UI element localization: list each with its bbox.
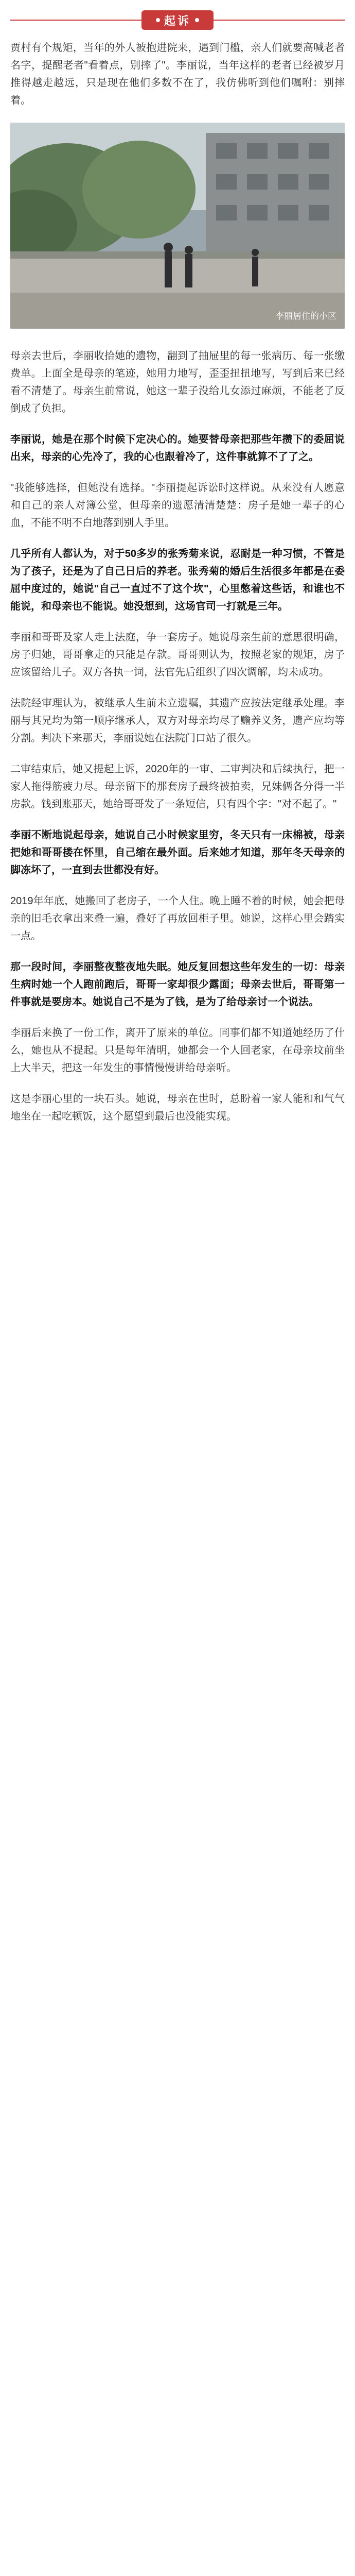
paragraph: 母亲去世后，李丽收拾她的遗物，翻到了抽屉里的每一张病历、每一张缴费单。上面全是母亲的笔迹，她用力地写，歪歪扭扭地写，写到后来已经看不清楚了。母亲生前常说，她这一辈子没给儿女添过麻烦，不能老了反倒成了负担。	[10, 350, 345, 414]
residential-photo-image	[10, 123, 345, 329]
paragraph: 贾村有个规矩，当年的外人被抱进院来，遇到门槛，亲人们就要高喊老者名字，提醒老者"看着点，别摔了"。李丽说，当年这样的老者已经被岁月推得越走越远，只是现在他们多数不在了，我仿佛听到他们嘱咐：别摔着。	[10, 42, 345, 106]
section-label: 起诉	[164, 14, 191, 27]
paragraph-emphasis: 几乎所有人都认为，对于50多岁的张秀菊来说，忍耐是一种习惯，不管是为了孩子，还是为了自己日后的养老。张秀菊的婚后生活很多年都是在委屈中度过的，她说"自己一直过不了这个坎"，心里憋着这些话，和谁也不能说，和母亲也不能说。她没想到，这场官司一打就是三年。	[10, 548, 345, 612]
paragraph: 二审结束后，她又提起上诉，2020年的一审、二审判决和后续执行，把一家人拖得筋疲力尽。母亲留下的那套房子最终被拍卖，兄妹俩各分得一半房款。钱到账那天，她给哥哥发了一条短信，只有四个字："对不起了。"	[10, 764, 345, 810]
dot-icon	[156, 18, 160, 22]
paragraph: 这是李丽心里的一块石头。她说，母亲在世时，总盼着一家人能和和气气地坐在一起吃顿饭，这个愿望到最后也没能实现。	[10, 1093, 345, 1122]
paragraph: 李丽后来换了一份工作，离开了原来的单位。同事们都不知道她经历了什么，她也从不提起。只是每年清明，她都会一个人回老家，在母亲坟前坐上大半天，把这一年发生的事情慢慢讲给母亲听。	[10, 1027, 345, 1074]
paragraph: 2019年年底，她搬回了老房子，一个人住。晚上睡不着的时候，她会把母亲的旧毛衣拿出来叠一遍，叠好了再放回柜子里。她说，这样心里会踏实一点。	[10, 895, 345, 942]
paragraph-emphasis: 李丽说，她是在那个时候下定决心的。她要替母亲把那些年攒下的委屈说出来，母亲的心先冷了，我的心也跟着冷了，这件事就算不了了之。	[10, 434, 345, 463]
paragraph: 李丽和哥哥及家人走上法庭，争一套房子。她说母亲生前的意思很明确，房子归她，哥哥拿走的只能是存款。哥哥则认为，按照老家的规矩，房子应该留给儿子。双方各执一词，法官先后组织了四次调解，均未成功。	[10, 632, 345, 678]
photo-caption: 李丽居住的小区	[275, 311, 336, 321]
article-photo	[10, 123, 345, 329]
paragraph-emphasis: 那一段时间，李丽整夜整夜地失眠。她反复回想这些年发生的一切：母亲生病时她一个人跑前跑后，哥哥一家却很少露面；母亲去世后，哥哥第一件事就是要房本。她说自己不是为了钱，是为了给母亲讨一个说法。	[10, 961, 345, 1008]
article	[0, 0, 355, 1159]
section-header	[0, 0, 355, 39]
paragraph: "我能够选择，但她没有选择。"李丽提起诉讼时这样说。从来没有人愿意和自己的亲人对簿公堂，但母亲的遗愿清清楚楚：房子是她一辈子的心血，不能不明不白地落到别人手里。	[10, 482, 345, 529]
paragraph: 法院经审理认为，被继承人生前未立遗嘱，其遗产应按法定继承处理。李丽与其兄均为第一顺序继承人，双方对母亲均尽了赡养义务，遗产应均等分割。判决下来那天，李丽说她在法院门口站了很久。	[10, 698, 345, 744]
section-tag	[141, 10, 214, 30]
paragraph-emphasis: 李丽不断地说起母亲，她说自己小时候家里穷，冬天只有一床棉被，母亲把她和哥哥搂在怀里，自己缩在最外面。后来她才知道，那年冬天母亲的脚冻坏了，一直到去世都没有好。	[10, 829, 345, 876]
dot-icon	[195, 18, 199, 22]
